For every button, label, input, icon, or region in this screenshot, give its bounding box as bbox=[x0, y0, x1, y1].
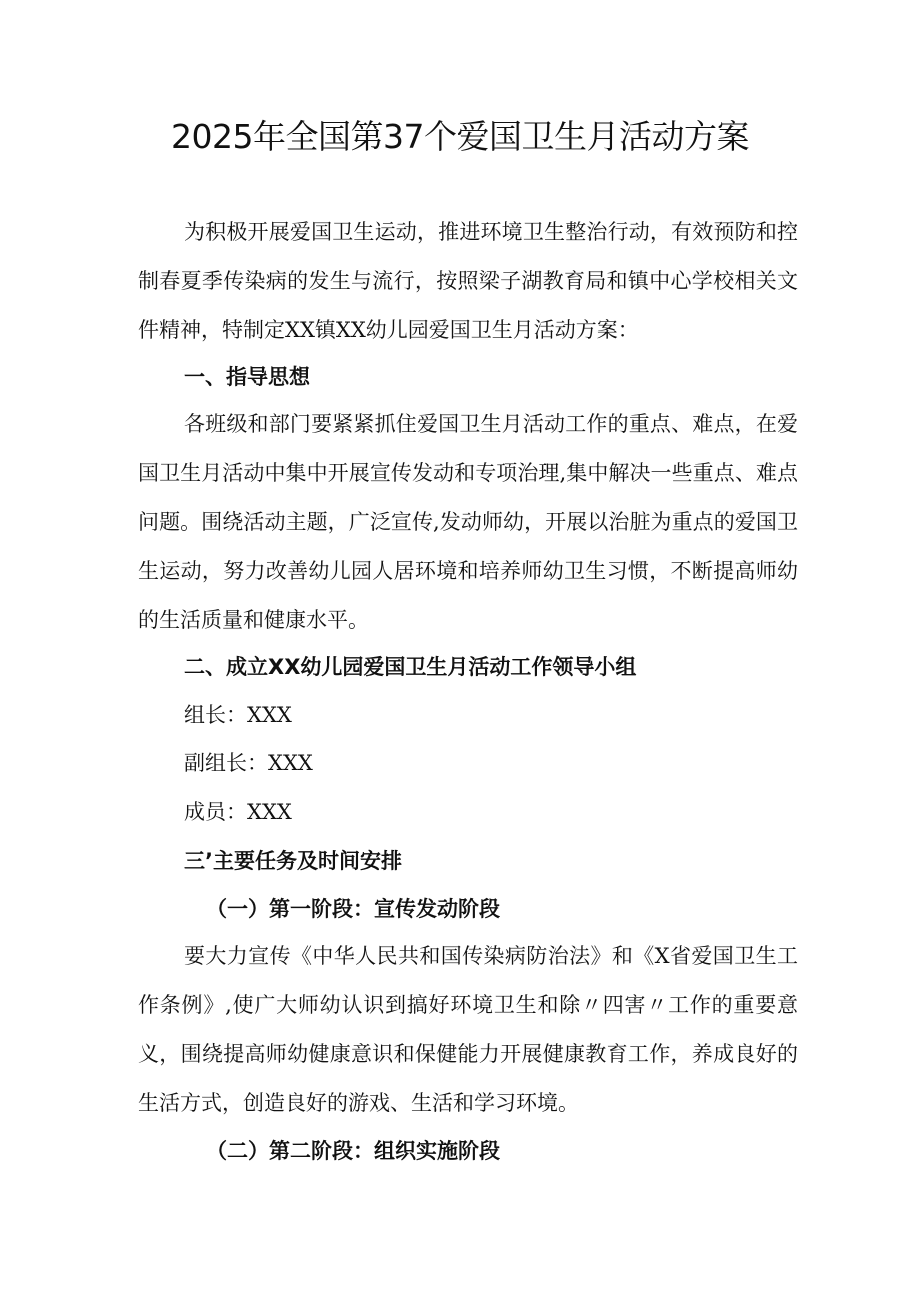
section1-heading: 一、指导思想 bbox=[184, 365, 310, 389]
section1-paragraph: 各班级和部门要紧紧抓住爱国卫生月活动工作的重点、难点，在爱国卫生月活动中集中开展宣传发动和专项治理,集中解决一些重点、难点问题。围绕活动主题，广泛宣传,发动师幼，开展以治脏为重点的爱国卫生运动，努力改善幼儿园人居环境和培养师幼卫生习惯，不断提高师幼的生活质量和健康水平。 bbox=[138, 412, 798, 632]
section3-heading: 三’主要任务及时间安排 bbox=[184, 849, 402, 873]
section2-heading: 二、成立XX幼儿园爱国卫生月活动工作领导小组 bbox=[184, 655, 637, 679]
group-leader: 组长：XXX bbox=[184, 703, 292, 727]
phase1-paragraph: 要大力宣传《中华人民共和国传染病防治法》和《X省爱国卫生工作条例》,使广大师幼认识到搞好环境卫生和除〃四害〃工作的重要意义，围绕提高师幼健康意识和保健能力开展健康教育工作，养成良好的生活方式，创造良好的游戏、生活和学习环境。 bbox=[138, 944, 798, 1115]
group-members: 成员：XXX bbox=[184, 800, 292, 824]
document-title: 2025年全国第37个爱国卫生月活动方案 bbox=[171, 117, 749, 156]
group-deputy-leader: 副组长：XXX bbox=[184, 751, 313, 775]
phase2-heading: （二）第二阶段：组织实施阶段 bbox=[206, 1139, 500, 1163]
phase1-heading: （一）第一阶段：宣传发动阶段 bbox=[206, 897, 500, 921]
intro-paragraph: 为积极开展爱国卫生运动，推进环境卫生整治行动，有效预防和控制春夏季传染病的发生与流行，按照梁子湖教育局和镇中心学校相关文件精神，特制定XX镇XX幼儿园爱国卫生月活动方案： bbox=[138, 220, 798, 342]
